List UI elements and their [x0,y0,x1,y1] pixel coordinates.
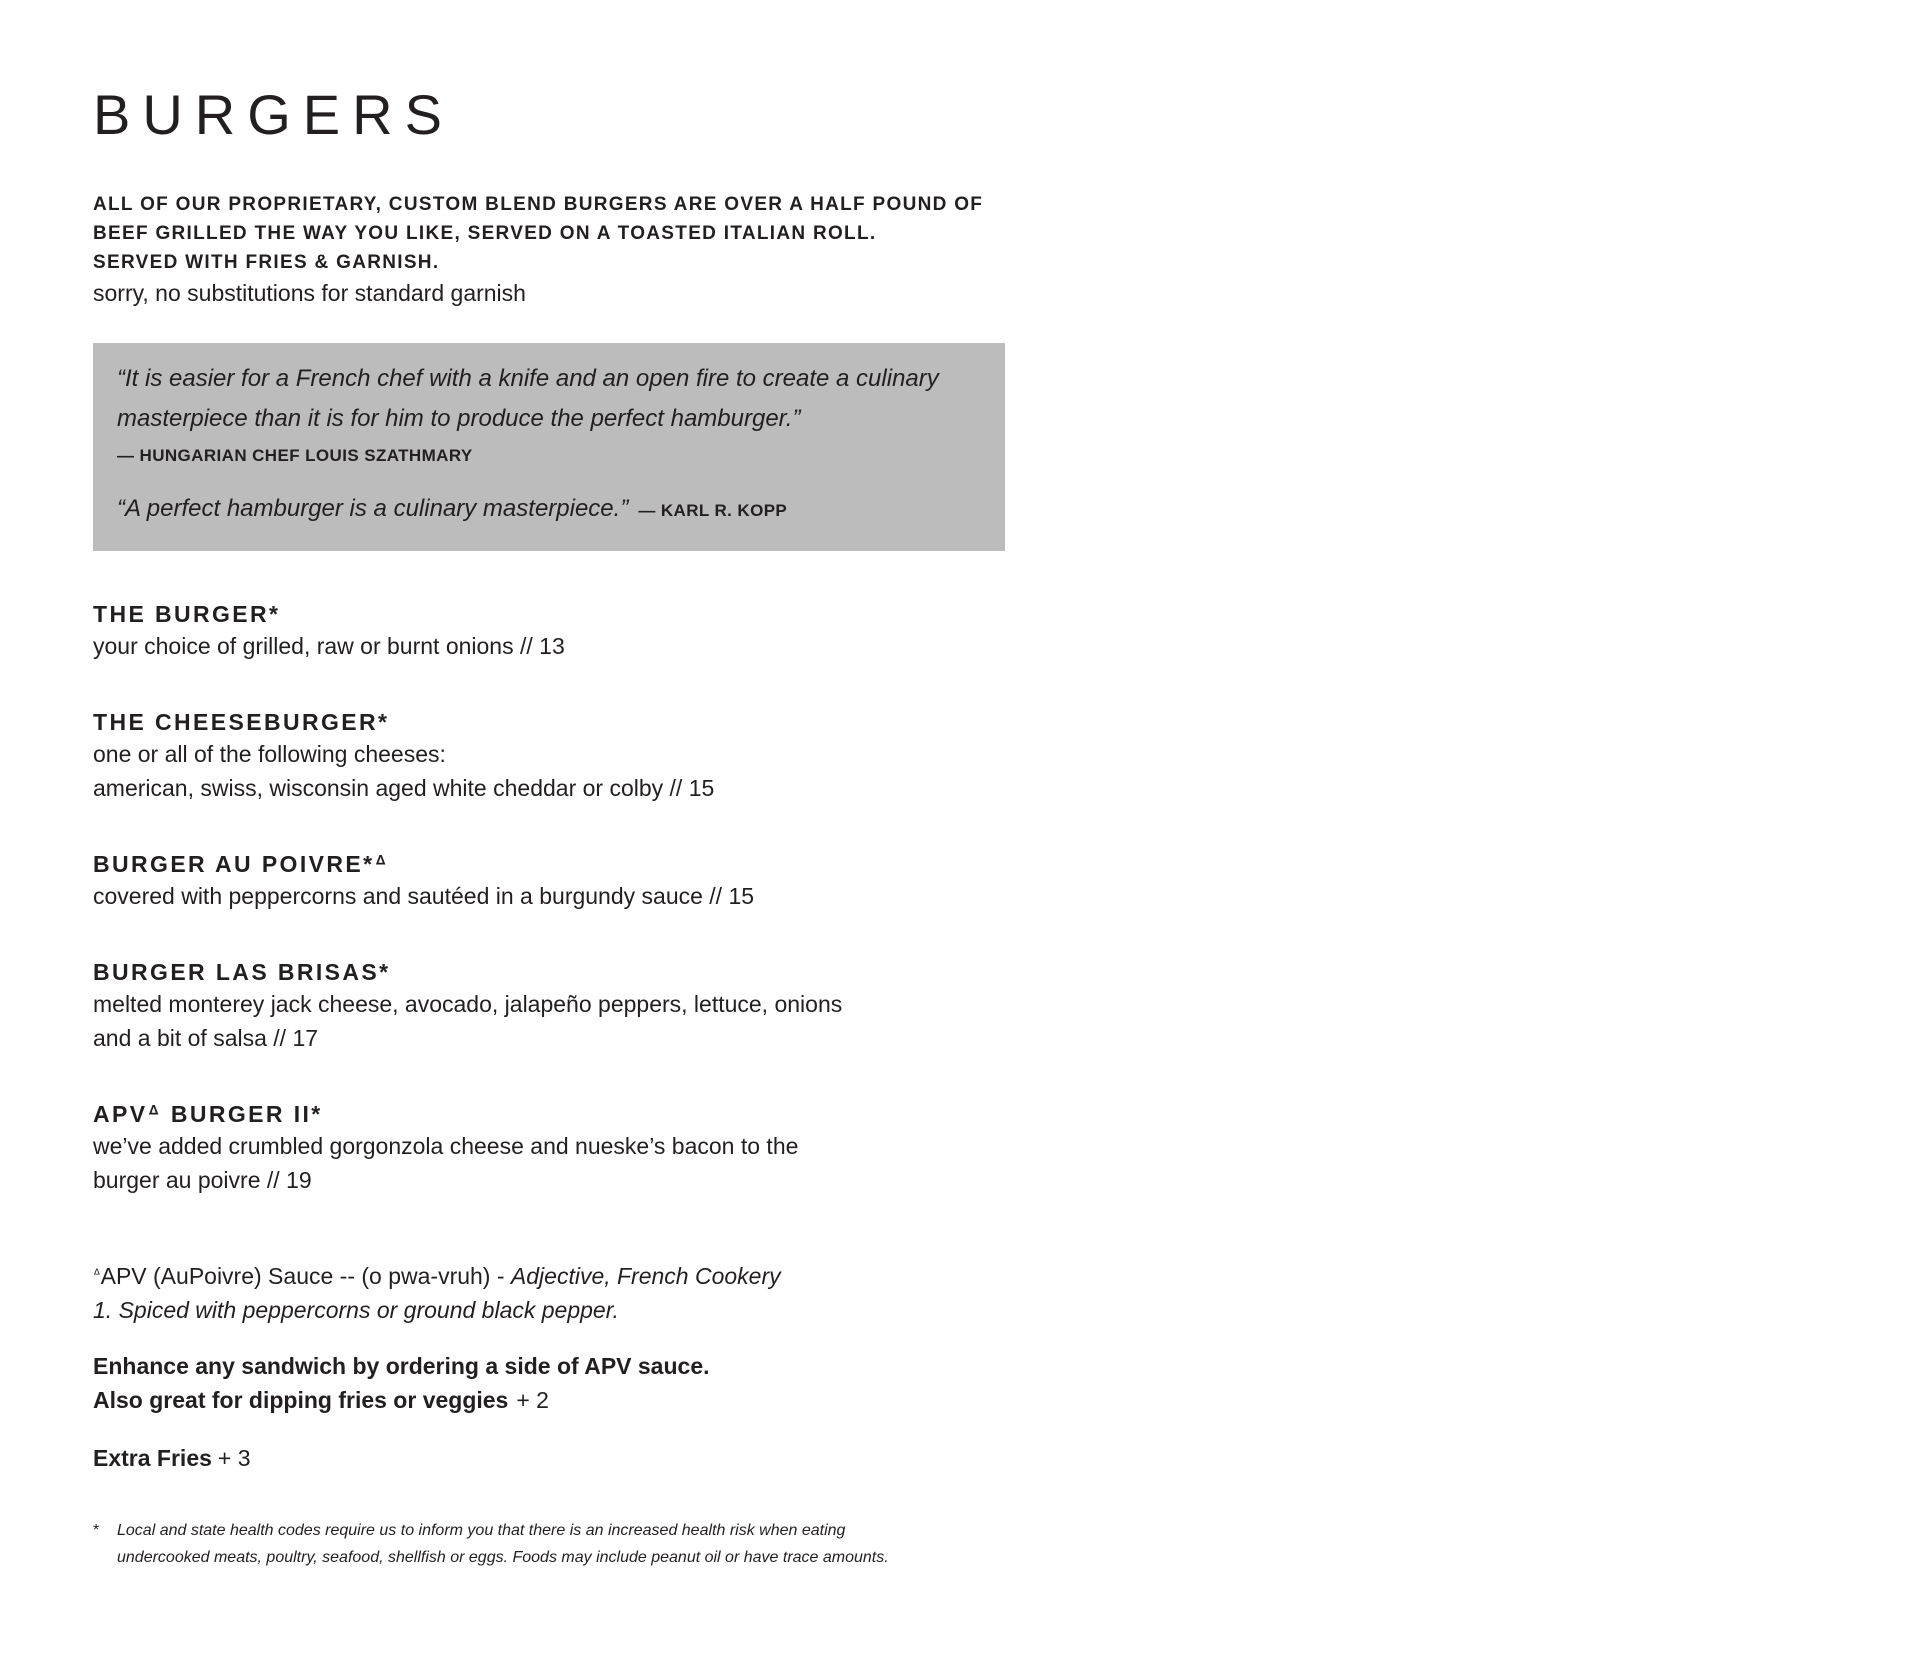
item-description: one or all of the following cheeses: [93,741,446,767]
upsell-line: Enhance any sandwich by ordering a side of APV sauce. [93,1353,710,1379]
menu-page [93,80,1013,1571]
footnote-line: Local and state health codes require us to inform you that there is an increased health risk when eating [117,1522,846,1539]
item-name: THE BURGER* [93,601,281,627]
menu-item [93,957,1013,1055]
menu-item [93,849,1013,913]
extra-fries [93,1441,1013,1475]
quote-1-attribution: — HUNGARIAN CHEF LOUIS SZATHMARY [117,446,473,465]
footnote-line: undercooked meats, poultry, seafood, shellfish or eggs. Foods may include peanut oil or have trace amounts. [117,1549,889,1566]
extra-fries-label: Extra Fries [93,1445,212,1471]
item-name: BURGER LAS BRISAS* [93,959,391,985]
definition-meaning: 1. Spiced with peppercorns or ground black pepper. [93,1297,619,1323]
definition-term: APV (AuPoivre) Sauce -- (o pwa-vruh) - [100,1263,511,1289]
upsell-price: + 2 [516,1387,549,1413]
item-description: we’ve added crumbled gorgonzola cheese and nueske’s bacon to the [93,1133,799,1159]
definition-line [93,1259,1013,1293]
quote-1-line: masterpiece than it is for him to produce the perfect hamburger.” [117,405,801,432]
intro-line: SERVED WITH FRIES & GARNISH. [93,252,440,273]
quote-1-line: “It is easier for a French chef with a knife and an open fire to create a culinary [117,365,939,392]
menu-items [93,599,1013,1197]
item-description: covered with peppercorns and sautéed in a burgundy sauce // 15 [93,883,755,909]
item-description: melted monterey jack cheese, avocado, jalapeño peppers, lettuce, onions [93,991,843,1017]
menu-item [93,1099,1013,1197]
page-title: BURGERS [93,83,454,146]
item-description: your choice of grilled, raw or burnt onions // 13 [93,633,565,659]
health-footnote [93,1517,1013,1571]
intro-line: ALL OF OUR PROPRIETARY, CUSTOM BLEND BURGERS ARE OVER A HALF POUND OF [93,194,984,215]
apv-sauce-upsell [93,1349,1013,1417]
item-name: APVᐞ BURGER II* [93,1101,323,1127]
definition-part-of-speech: Adjective, French Cookery [510,1263,781,1289]
upsell-text: Also great for dipping fries or veggies [93,1387,509,1413]
quote-2-text: “A perfect hamburger is a culinary masterpiece.” [117,495,629,522]
item-name: THE CHEESEBURGER* [93,709,390,735]
intro-line: BEEF GRILLED THE WAY YOU LIKE, SERVED ON A TOASTED ITALIAN ROLL. [93,223,877,244]
menu-item [93,707,1013,805]
item-description: american, swiss, wisconsin aged white cheddar or colby // 15 [93,775,715,801]
extra-fries-price: + 3 [217,1445,251,1471]
garnish-note: sorry, no substitutions for standard garnish [93,280,526,306]
item-description: and a bit of salsa // 17 [93,1025,319,1051]
menu-item [93,599,1013,663]
delta-marker: ᐞ [93,1266,101,1282]
footnote-asterisk: * [93,1522,100,1539]
upsell-line [93,1383,1013,1417]
item-description: burger au poivre // 19 [93,1167,312,1193]
quote-2 [117,491,981,530]
apv-definition [93,1259,1013,1327]
item-name: BURGER AU POIVRE*ᐞ [93,851,390,877]
quote-2-attribution: — KARL R. KOPP [638,501,788,520]
intro-section [93,190,1013,309]
quote-box [93,343,1005,551]
